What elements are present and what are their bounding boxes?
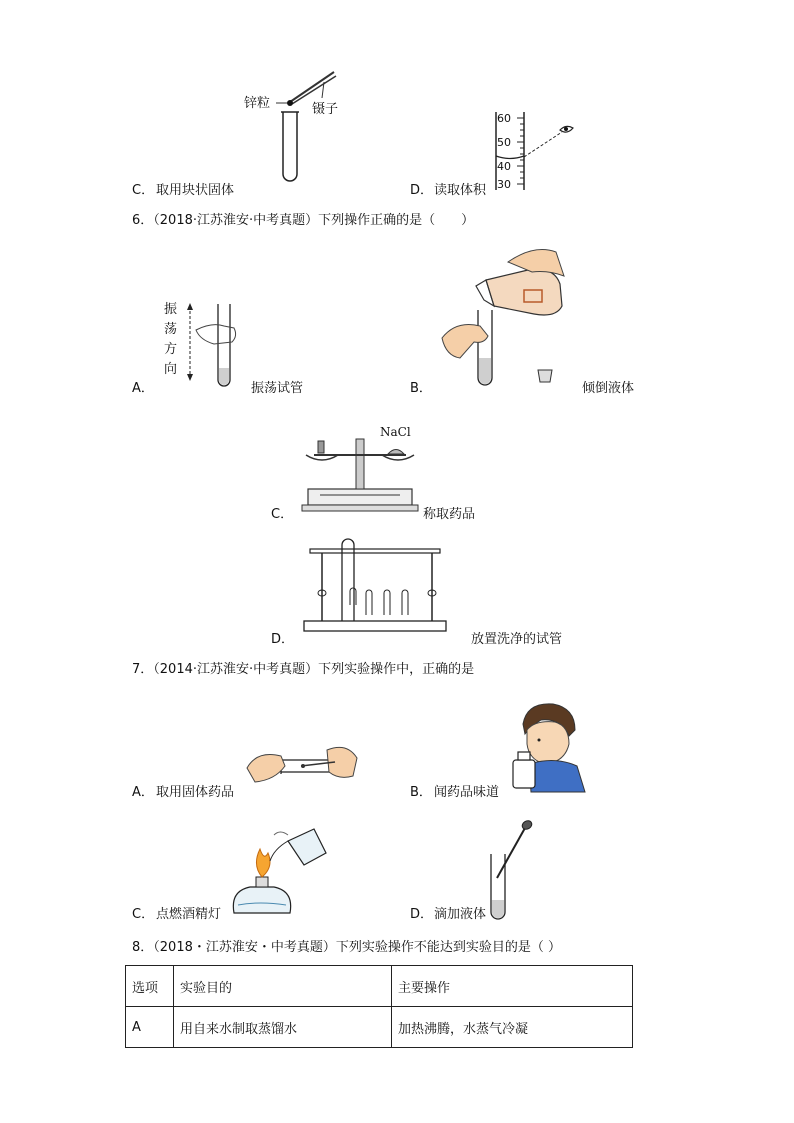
option-letter: A． xyxy=(132,381,154,396)
option-letter: B． xyxy=(410,785,432,800)
figure-shake-test-tube xyxy=(184,300,244,390)
tick-60: 60 xyxy=(497,112,511,125)
label-zinc: 锌粒 xyxy=(244,96,271,111)
option-letter: D． xyxy=(271,632,295,647)
option-caption: 倾倒液体 xyxy=(582,381,635,396)
table-header-cell: 选项 xyxy=(126,966,174,1007)
question-stem: 8．（2018・江苏淮安・中考真题）下列实验操作不能达到实验目的是（ ） xyxy=(132,940,561,955)
figure-test-tube-rack xyxy=(300,535,450,640)
options-table xyxy=(125,965,633,1048)
option-letter: A． xyxy=(132,785,154,800)
table-cell: 加热沸腾，水蒸气冷凝 xyxy=(392,1007,633,1048)
option-caption: 取用块状固体 xyxy=(156,183,235,198)
label-nacl: NaCl xyxy=(380,425,411,439)
figure-pour-liquid xyxy=(438,240,578,390)
figure-light-alcohol-lamp xyxy=(230,825,335,920)
figure-drip-liquid xyxy=(485,818,540,923)
option-caption: 读取体积 xyxy=(434,183,487,198)
option-letter: C． xyxy=(132,183,155,198)
option-caption: 点燃酒精灯 xyxy=(156,907,222,922)
option-letter: C． xyxy=(132,907,155,922)
table-cell: 用自来水制取蒸馏水 xyxy=(174,1007,392,1048)
direction-char: 振 xyxy=(164,302,178,317)
figure-smell-drug xyxy=(505,700,590,795)
option-caption: 取用固体药品 xyxy=(156,785,235,800)
figure-take-block-solid xyxy=(240,62,350,187)
option-letter: C． xyxy=(271,507,294,522)
table-cell: A xyxy=(126,1007,174,1048)
tick-50: 50 xyxy=(497,136,511,149)
direction-char: 荡 xyxy=(164,322,178,337)
table-header-row xyxy=(126,966,633,1007)
table-header-cell: 主要操作 xyxy=(392,966,633,1007)
tick-40: 40 xyxy=(497,160,511,173)
tick-30: 30 xyxy=(497,178,511,191)
option-caption: 称取药品 xyxy=(423,507,476,522)
label-tweezers: 镊子 xyxy=(312,102,339,117)
option-caption: 放置洗净的试管 xyxy=(471,632,563,647)
table-header-cell: 实验目的 xyxy=(174,966,392,1007)
option-letter: D． xyxy=(410,907,434,922)
direction-char: 向 xyxy=(164,362,178,377)
question-stem: 6．（2018·江苏淮安·中考真题）下列操作正确的是（ ） xyxy=(132,213,475,228)
option-letter: B． xyxy=(410,381,432,396)
option-caption: 闻药品味道 xyxy=(434,785,500,800)
figure-take-solid-drug xyxy=(245,740,360,790)
option-caption: 振荡试管 xyxy=(251,381,304,396)
option-letter: D． xyxy=(410,183,434,198)
direction-char: 方 xyxy=(164,342,178,357)
question-stem: 7．（2014·江苏淮安·中考真题）下列实验操作中，正确的是 xyxy=(132,662,475,677)
table-row xyxy=(126,1007,633,1048)
option-caption: 滴加液体 xyxy=(434,907,487,922)
